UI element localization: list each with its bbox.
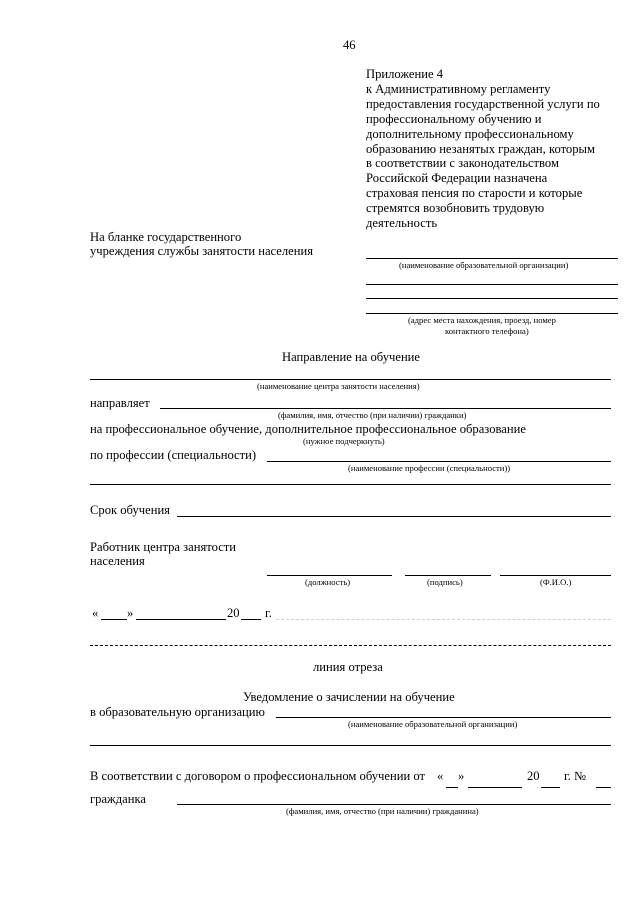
citizen-name-caption: (фамилия, имя, отчество (при наличии) гражданки) bbox=[278, 410, 467, 420]
date-open-quote: « bbox=[92, 606, 99, 620]
citizen-name-line bbox=[160, 408, 611, 409]
profession-extra-line bbox=[90, 484, 611, 485]
signature-line bbox=[405, 575, 491, 576]
date-month-line bbox=[136, 619, 226, 620]
appendix-line: Приложение 4 bbox=[366, 67, 444, 81]
worker-label-1: Работник центра занятости bbox=[90, 540, 237, 554]
appendix-line: дополнительному профессиональному bbox=[366, 126, 574, 141]
notification-org-caption: (наименование образовательной организации) bbox=[348, 719, 518, 729]
training-type-text: на профессиональное обучение, дополнительное профессиональное образование bbox=[90, 422, 526, 436]
contract-number-label: г. № bbox=[564, 769, 587, 783]
employment-center-caption: (наименование центра занятости населения) bbox=[257, 381, 420, 391]
address-caption-1: (адрес места нахождения, проезд, номер bbox=[408, 315, 556, 325]
date-close-quote: » bbox=[127, 606, 134, 620]
notification-org-extra-line bbox=[90, 745, 611, 746]
appendix-line: Российской Федерации назначена bbox=[366, 171, 548, 186]
notification-org-label: в образовательную организацию bbox=[90, 705, 265, 719]
appendix-line: деятельность bbox=[366, 216, 438, 230]
notification-citizen-caption: (фамилия, имя, отчество (при наличии) гражданина) bbox=[286, 806, 479, 816]
appendix-line: стремятся возобновить трудовую bbox=[366, 201, 545, 216]
page-number: 46 bbox=[343, 38, 356, 52]
date-year-prefix: 20 bbox=[227, 606, 240, 620]
address-line-3 bbox=[366, 313, 618, 314]
contract-date-close-quote: » bbox=[458, 769, 465, 783]
appendix-line: в соответствии с законодательством bbox=[366, 156, 559, 171]
contract-date-open-quote: « bbox=[437, 769, 444, 783]
appendix-line: профессиональному обучению и bbox=[366, 111, 542, 126]
cut-line-label: линия отреза bbox=[313, 660, 383, 674]
notification-citizen-line bbox=[177, 804, 611, 805]
employment-center-line bbox=[90, 379, 611, 380]
org-name-caption: (наименование образовательной организации) bbox=[399, 260, 569, 270]
citizen-label: гражданка bbox=[90, 792, 147, 806]
signature-caption: (подпись) bbox=[427, 577, 463, 587]
notification-title: Уведомление о зачислении на обучение bbox=[243, 690, 455, 704]
sends-label: направляет bbox=[90, 396, 150, 410]
term-label: Срок обучения bbox=[90, 503, 170, 517]
profession-caption: (наименование профессии (специальности)) bbox=[348, 463, 511, 473]
notification-org-line bbox=[276, 717, 611, 718]
profession-line bbox=[267, 461, 611, 462]
appendix-line: образованию незанятых граждан, которым bbox=[366, 141, 595, 156]
direction-title: Направление на обучение bbox=[282, 350, 421, 364]
letterhead-line-1: На бланке государственного bbox=[90, 230, 242, 244]
contract-date-month-line bbox=[468, 787, 522, 788]
contract-text: В соответствии с договором о профессиональном обучении от bbox=[90, 769, 425, 783]
appendix-line: страховая пенсия по старости и которые bbox=[366, 186, 583, 201]
org-name-line bbox=[366, 258, 618, 259]
full-name-caption: (Ф.И.О.) bbox=[540, 577, 572, 587]
appendix-line: предоставления государственной услуги по bbox=[366, 96, 600, 111]
date-trailing-line bbox=[276, 619, 611, 620]
address-caption-2: контактного телефона) bbox=[445, 326, 529, 336]
position-caption: (должность) bbox=[305, 577, 351, 587]
address-line-2 bbox=[366, 298, 618, 299]
date-day-line bbox=[101, 619, 127, 620]
address-line-1 bbox=[366, 284, 618, 285]
full-name-line bbox=[500, 575, 611, 576]
contract-date-day-line bbox=[446, 787, 458, 788]
letterhead-line-2: учреждения службы занятости населения bbox=[90, 244, 314, 258]
underline-caption: (нужное подчеркнуть) bbox=[303, 436, 385, 446]
contract-number-line bbox=[596, 787, 611, 788]
term-line bbox=[177, 516, 611, 517]
contract-date-year-line bbox=[541, 787, 560, 788]
position-line bbox=[267, 575, 392, 576]
date-year-line bbox=[241, 619, 261, 620]
cut-line bbox=[90, 645, 611, 646]
appendix-line: к Административному регламенту bbox=[366, 81, 551, 96]
contract-date-year-prefix: 20 bbox=[527, 769, 540, 783]
date-year-suffix: г. bbox=[265, 606, 272, 620]
profession-label: по профессии (специальности) bbox=[90, 448, 257, 462]
worker-label-2: населения bbox=[90, 554, 145, 568]
